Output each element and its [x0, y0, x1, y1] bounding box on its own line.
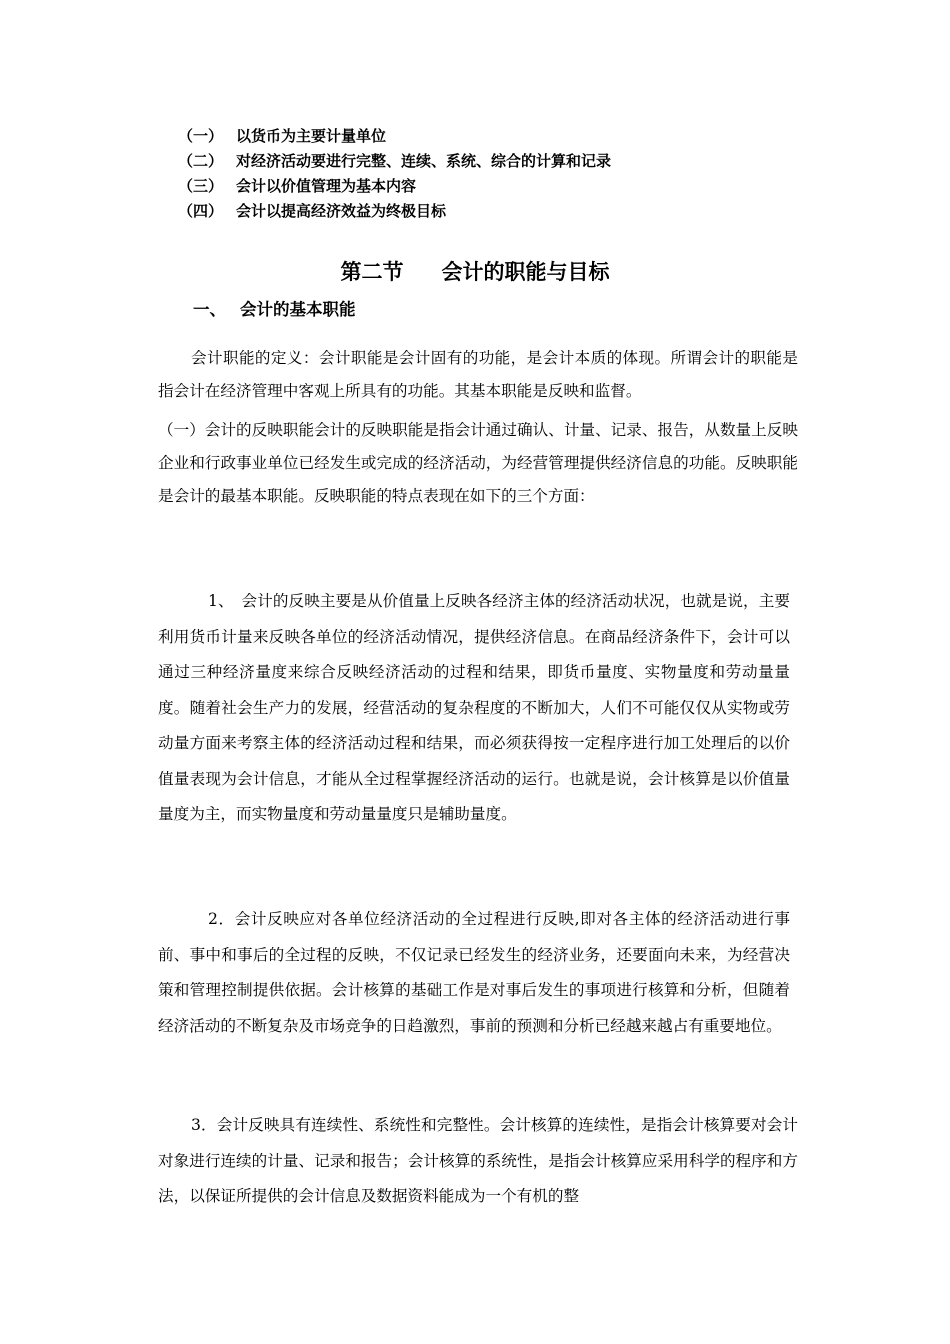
outline-item: [178, 199, 611, 224]
outline-item: [178, 174, 611, 199]
subheading: [193, 296, 356, 324]
section-title: 会计的职能与目标: [441, 260, 610, 284]
outline-item: [178, 149, 611, 174]
section-heading: [0, 256, 950, 288]
paragraph-point-1: 1、 会计的反映主要是从价值量上反映各经济主体的经济活动状况，也就是说，主要利用货币计量来反映各单位的经济活动情况，提供经济信息。在商品经济条件下，会计可以通过三种经济量度来综合反映经济活动的过程和结果，即货币量度、实物量度和劳动量量度。随着社会生产力的发展，经营活动的复杂程度的不断加大，人们不可能仅仅从实物或劳动量方面来考察主体的经济活动过程和结果，而必须获得按一定程序进行加工处理后的以价值量表现为会计信息，才能从全过程掌握经济活动的运行。也就是说，会计核算是以价值量量度为主，而实物量度和劳动量量度只是辅助量度。: [158, 592, 790, 823]
outline-item-number: （四）: [178, 202, 224, 220]
paragraph-reflection-function: （一）会计的反映职能会计的反映职能是指会计通过确认、计量、记录、报告，从数量上反映企业和行政事业单位已经发生或完成的经济活动，为经营管理提供经济信息的功能。反映职能是会计的最基本职能。反映职能的特点表现在如下的三个方面：: [158, 421, 798, 505]
section-number: 第二节: [340, 260, 404, 284]
outline-item: [178, 124, 611, 149]
outline-item-number: （一）: [178, 127, 224, 145]
outline-item-text: 对经济活动要进行完整、连续、系统、综合的计算和记录: [236, 152, 612, 170]
paragraph-point-3: 3．会计反映具有连续性、系统性和完整性。会计核算的连续性，是指会计核算要对会计对象进行连续的计量、记录和报告；会计核算的系统性，是指会计核算应采用科学的程序和方法，以保证所提供的会计信息及数据资料能成为一个有机的整: [158, 1116, 798, 1205]
paragraph-point-2: 2．会计反映应对各单位经济活动的全过程进行反映,即对各主体的经济活动进行事前、事中和事后的全过程的反映，不仅记录已经发生的经济业务，还要面向未来，为经营决策和管理控制提供依据。会计核算的基础工作是对事后发生的事项进行核算和分析，但随着经济活动的不断复杂及市场竞争的日趋激烈，事前的预测和分析已经越来越占有重要地位。: [158, 910, 790, 1035]
outline-item-text: 会计以提高经济效益为终极目标: [236, 202, 447, 220]
outline-item-number: （二）: [178, 152, 224, 170]
outline-item-text: 会计以价值管理为基本内容: [236, 177, 417, 195]
subheading-text: 会计的基本职能: [240, 300, 356, 319]
outline-list: [178, 124, 611, 224]
outline-item-text: 以货币为主要计量单位: [236, 127, 387, 145]
paragraph-definition: 会计职能的定义：会计职能是会计固有的功能，是会计本质的体现。所谓会计的职能是指会计在经济管理中客观上所具有的功能。其基本职能是反映和监督。: [158, 349, 798, 400]
outline-item-number: （三）: [178, 177, 224, 195]
subheading-number: 一、: [193, 300, 226, 319]
